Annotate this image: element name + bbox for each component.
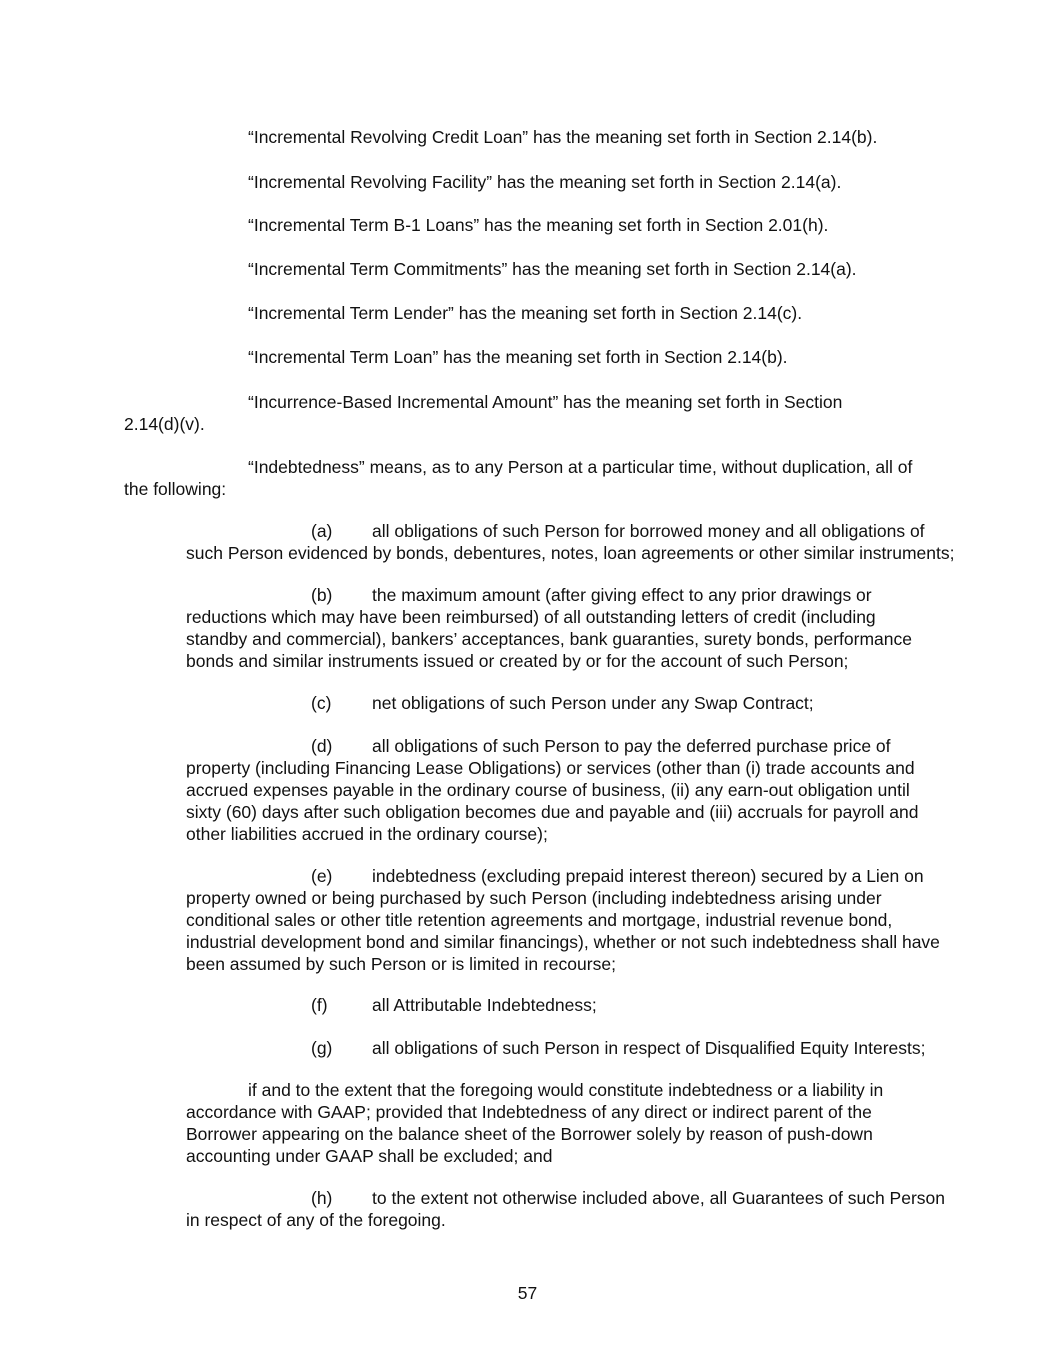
clause-line: standby and commercial), bankers’ acceptances, bank guaranties, surety bonds, performance	[186, 629, 912, 649]
clause-line: accrued expenses payable in the ordinary course of business, (ii) any earn-out obligation until	[186, 780, 910, 800]
clause-line: all obligations of such Person to pay the deferred purchase price of	[372, 736, 891, 756]
clause-line: bonds and similar instruments issued or created by or for the account of such Person;	[186, 651, 849, 671]
page-number: 57	[517, 1283, 538, 1303]
clause-line: industrial development bond and similar financings), whether or not such indebtedness shall have	[186, 932, 940, 952]
clause-label: (c)	[311, 693, 332, 713]
clause-line: in respect of any of the foregoing.	[186, 1210, 446, 1230]
definition-line: “Incremental Term Lender” has the meaning set forth in Section 2.14(c).	[248, 303, 803, 323]
clause-line: all obligations of such Person for borrowed money and all obligations of	[372, 521, 925, 541]
clause-line: all Attributable Indebtedness;	[372, 995, 597, 1015]
clause-line: net obligations of such Person under any Swap Contract;	[372, 693, 814, 713]
definition-line: “Incremental Term Loan” has the meaning set forth in Section 2.14(b).	[248, 347, 788, 367]
definition-line: “Incremental Revolving Credit Loan” has the meaning set forth in Section 2.14(b).	[248, 127, 878, 147]
clause-label: (h)	[311, 1188, 333, 1208]
clause-line: property owned or being purchased by such Person (including indebtedness arising under	[186, 888, 882, 908]
clause-line: to the extent not otherwise included above, all Guarantees of such Person	[372, 1188, 945, 1208]
definition-line: the following:	[124, 479, 227, 499]
clause-line: all obligations of such Person in respect of Disqualified Equity Interests;	[372, 1038, 926, 1058]
clause-label: (e)	[311, 866, 333, 886]
clause-label: (b)	[311, 585, 333, 605]
clause-line: conditional sales or other title retention agreements and mortgage, industrial revenue bond,	[186, 910, 893, 930]
clause-line: other liabilities accrued in the ordinary course);	[186, 824, 548, 844]
clause-line: such Person evidenced by bonds, debentures, notes, loan agreements or other similar instruments;	[186, 543, 955, 563]
definition-line: 2.14(d)(v).	[124, 414, 205, 434]
clause-line: been assumed by such Person or is limited in recourse;	[186, 954, 616, 974]
clause-label: (a)	[311, 521, 333, 541]
proviso-line: Borrower appearing on the balance sheet of the Borrower solely by reason of push-down	[186, 1124, 873, 1144]
clause-label: (f)	[311, 995, 328, 1015]
clause-label: (g)	[311, 1038, 333, 1058]
definition-line: “Incremental Term Commitments” has the meaning set forth in Section 2.14(a).	[248, 259, 857, 279]
definition-line: “Incurrence-Based Incremental Amount” has the meaning set forth in Section	[248, 392, 843, 412]
clause-line: reductions which may have been reimbursed) of all outstanding letters of credit (including	[186, 607, 876, 627]
proviso-line: if and to the extent that the foregoing would constitute indebtedness or a liability in	[248, 1080, 884, 1100]
clause-line: indebtedness (excluding prepaid interest thereon) secured by a Lien on	[372, 866, 924, 886]
clause-line: the maximum amount (after giving effect to any prior drawings or	[372, 585, 872, 605]
clause-line: sixty (60) days after such obligation becomes due and payable and (iii) accruals for payroll and	[186, 802, 919, 822]
definition-line: “Incremental Revolving Facility” has the meaning set forth in Section 2.14(a).	[248, 172, 842, 192]
proviso-line: accounting under GAAP shall be excluded; and	[186, 1146, 553, 1166]
definition-line: “Indebtedness” means, as to any Person at a particular time, without duplication, all of	[248, 457, 913, 477]
proviso-line: accordance with GAAP; provided that Indebtedness of any direct or indirect parent of the	[186, 1102, 872, 1122]
clause-line: property (including Financing Lease Obligations) or services (other than (i) trade accounts and	[186, 758, 915, 778]
definition-line: “Incremental Term B-1 Loans” has the meaning set forth in Section 2.01(h).	[248, 215, 829, 235]
clause-label: (d)	[311, 736, 333, 756]
